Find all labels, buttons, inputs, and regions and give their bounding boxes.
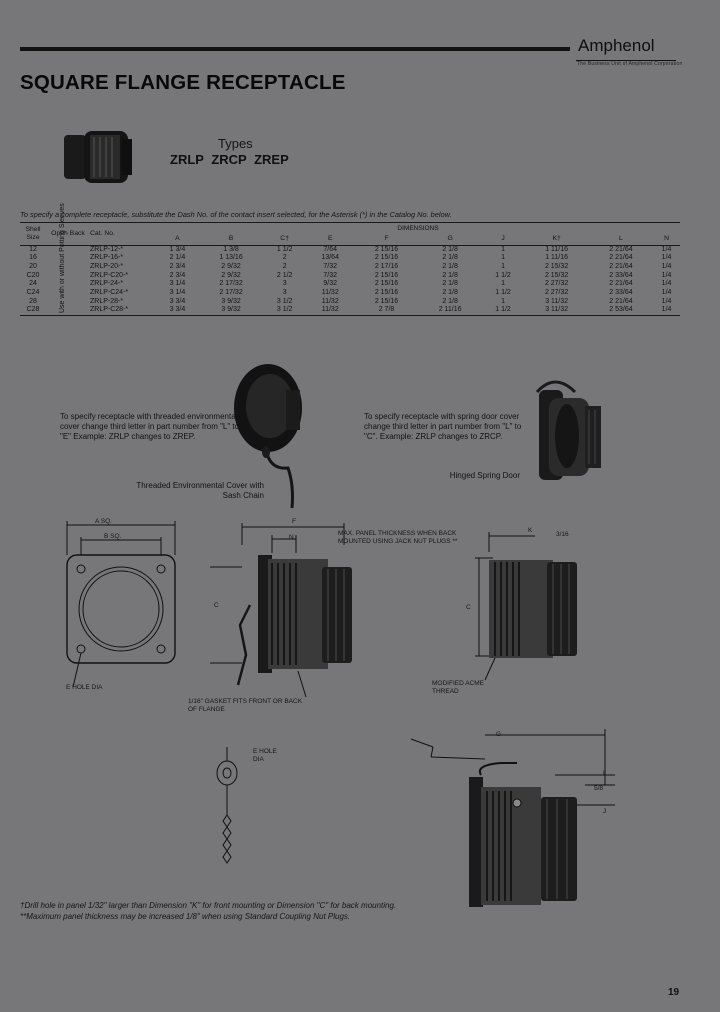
table-row <box>20 245 680 254</box>
shell-size-cell: 20 <box>29 262 37 270</box>
dim-value-cell: 1/4 <box>661 280 672 288</box>
dim-value-cell: 2 15/16 <box>374 280 399 288</box>
shell-size-cell: 24 <box>29 280 37 288</box>
dim-value-cell: 7/32 <box>323 271 338 279</box>
dim-col-header: E <box>327 235 333 243</box>
dim-value-cell: 3 <box>282 289 287 297</box>
chain-eyelet-drawing <box>205 745 255 875</box>
cat-no-cell: ZRLP-12-* <box>90 245 124 253</box>
dim-value-cell: 1 1/2 <box>276 245 293 253</box>
dim-value-cell: 1 11/16 <box>545 254 569 262</box>
footnote-2: **Maximum panel thickness may be increased 1/8" when using Standard Coupling Nut Plugs. <box>20 912 351 921</box>
col-back: Open Back <box>46 223 90 246</box>
header-rule <box>20 47 570 51</box>
dim-value-cell: 2 9/32 <box>221 262 241 270</box>
dim-value-cell: 2 21/64 <box>609 262 633 270</box>
dim-value-cell: 1 3/8 <box>223 245 239 253</box>
dim-value-cell: 2 9/32 <box>221 271 241 279</box>
dim-value-cell: 2 1/8 <box>442 297 458 305</box>
dim-value-cell: 3 1/4 <box>169 289 186 297</box>
table-row <box>20 280 680 289</box>
dim-value-cell: 2 3/4 <box>169 262 186 270</box>
label-3-16: 3/16 <box>556 531 569 538</box>
dim-value-cell: 2 21/64 <box>609 280 633 288</box>
dim-value-cell: 2 <box>282 262 287 270</box>
table-row <box>20 306 680 315</box>
dim-value-cell: 1/4 <box>661 271 672 279</box>
dim-value-cell: 2 1/8 <box>442 245 458 253</box>
dim-value-cell: 2 11/16 <box>438 306 462 314</box>
spring-caption: Hinged Spring Door <box>449 471 520 480</box>
dim-value-cell: 2 1/4 <box>169 254 186 262</box>
dim-value-cell: 2 15/16 <box>374 289 399 297</box>
brand-tagline: The Business Unit of Amphenol Corporation <box>577 61 683 67</box>
dim-col-header: B <box>228 235 234 243</box>
label-5-8: 5/8 <box>594 785 604 792</box>
label-a-sq: A SQ. <box>95 518 112 525</box>
label-j: J <box>603 808 607 815</box>
label-c: C <box>214 602 219 609</box>
dim-value-cell: 2 15/16 <box>374 271 399 279</box>
dim-value-cell: 2 15/16 <box>374 297 399 305</box>
label-c-rear: C <box>466 604 471 611</box>
dim-value-cell: 1 <box>501 254 505 262</box>
dim-value-cell: 2 1/8 <box>442 289 458 297</box>
dim-value-cell: 11/32 <box>321 297 339 305</box>
dim-value-cell: 11/32 <box>321 306 339 314</box>
dim-value-cell: 1 <box>501 245 505 253</box>
brand-logo: Amphenol <box>578 36 655 55</box>
dim-value-cell: 2 15/32 <box>544 262 569 270</box>
dim-value-cell: 2 27/32 <box>544 280 569 288</box>
spring-door-photo <box>525 372 615 500</box>
dim-col-header: K† <box>552 235 561 243</box>
page-title: SQUARE FLANGE RECEPTACLE <box>20 71 346 94</box>
dim-value-cell: 2 1/8 <box>442 254 458 262</box>
potting-sleeves-note: Use with or without Potting Sleeves <box>59 203 66 314</box>
cat-no-cell: ZRLP-28-* <box>90 297 124 305</box>
threaded-note: To specify receptacle with threaded environmental cover change third letter in part number from "L" to "E" Example: ZRLP changes to ZREP. <box>60 412 240 441</box>
label-n: N <box>289 534 294 541</box>
modified-thread-label: MODIFIED ACME THREAD <box>432 680 485 695</box>
dim-value-cell: 3 1/2 <box>276 306 293 314</box>
table-row <box>20 254 680 263</box>
types-codes: ZRLP ZRCP ZREP <box>170 152 289 167</box>
dim-value-cell: 3 <box>282 280 287 288</box>
cat-no-cell: ZRLP-C20-* <box>90 271 129 279</box>
dim-value-cell: 2 17/32 <box>219 280 243 288</box>
dim-value-cell: 2 1/8 <box>442 262 458 270</box>
dim-value-cell: 11/32 <box>321 289 339 297</box>
dim-value-cell: 1 3/4 <box>169 245 186 253</box>
dim-value-cell: 2 53/64 <box>609 306 633 314</box>
dim-value-cell: 2 1/8 <box>442 280 458 288</box>
receptacle-photo <box>60 125 140 187</box>
dim-value-cell: 1/4 <box>661 262 672 270</box>
col-cat: Cat. No. <box>90 223 156 246</box>
cat-no-cell: ZRLP-24-* <box>90 280 124 288</box>
dim-value-cell: 2 1/8 <box>442 271 458 279</box>
dim-value-cell: 1 11/16 <box>545 245 569 253</box>
dim-col-header: F <box>384 235 389 243</box>
dim-value-cell: 2 15/16 <box>374 254 399 262</box>
dim-col-header: C† <box>280 235 289 243</box>
dim-value-cell: 2 1/2 <box>276 271 293 279</box>
dim-value-cell: 3 3/4 <box>169 306 186 314</box>
cat-no-cell: ZRLP-16-* <box>90 254 124 262</box>
page-number: 19 <box>668 987 680 998</box>
dim-value-cell: 3 9/32 <box>221 306 241 314</box>
cat-no-cell: ZRLP-20-* <box>90 262 124 270</box>
label-e-hole-dia: E HOLE DIA <box>253 748 277 763</box>
dim-value-cell: 3 3/4 <box>169 297 186 305</box>
dim-value-cell: 1 1/2 <box>495 271 511 279</box>
dim-value-cell: 2 33/64 <box>609 289 633 297</box>
dim-value-cell: 1 <box>501 262 505 270</box>
dim-col-header: G <box>447 235 453 243</box>
dim-value-cell: 2 21/64 <box>609 245 633 253</box>
dim-value-cell: 1/4 <box>661 245 672 253</box>
dim-value-cell: 7/64 <box>323 245 338 253</box>
shell-size-cell: 28 <box>29 297 37 305</box>
dim-value-cell: 1/4 <box>661 297 672 305</box>
dim-value-cell: 1 <box>501 297 505 305</box>
types-label: Types <box>218 136 253 151</box>
dim-value-cell: 2 17/16 <box>374 262 399 270</box>
shell-size-cell: C20 <box>26 271 40 279</box>
shell-size-cell: 16 <box>29 254 37 262</box>
dim-col-header: A <box>175 235 180 243</box>
col-shell: Shell Size <box>20 223 46 246</box>
dim-value-cell: 2 7/8 <box>378 306 395 314</box>
dim-value-cell: 13/64 <box>321 254 339 262</box>
cat-no-cell: ZRLP-C24-* <box>90 289 129 297</box>
dim-value-cell: 1 13/16 <box>219 254 243 262</box>
dim-value-cell: 1/4 <box>661 254 672 262</box>
shell-size-cell: C24 <box>26 289 40 297</box>
label-b-sq: B SQ. <box>104 533 122 540</box>
dim-value-cell: 7/32 <box>323 262 338 270</box>
label-k: K <box>528 527 533 534</box>
dim-value-cell: 3 11/32 <box>545 306 569 314</box>
dimensions-label: DIMENSIONS <box>156 223 680 234</box>
label-l: L <box>603 770 607 777</box>
cat-no-cell: ZRLP-C28-* <box>90 306 129 314</box>
front-view-drawing <box>55 515 190 700</box>
dim-value-cell: 2 15/16 <box>374 245 399 253</box>
dim-value-cell: 9/32 <box>323 280 338 288</box>
dim-value-cell: 3 1/2 <box>276 297 293 305</box>
dim-col-header: L <box>619 235 623 243</box>
footnote-1: †Drill hole in panel 1/32" larger than Dimension "K" for front mounting or Dimension "C" for back mounting. <box>20 901 397 910</box>
dim-value-cell: 3 9/32 <box>221 297 241 305</box>
gasket-label: 1/16" GASKET FITS FRONT OR BACK OF FLANGE <box>188 698 303 713</box>
dim-value-cell: 2 17/32 <box>219 289 243 297</box>
dim-value-cell: 1 1/2 <box>495 306 511 314</box>
dim-value-cell: 1 1/2 <box>495 289 511 297</box>
spring-door-mount-drawing <box>405 725 625 915</box>
dim-value-cell: 2 15/32 <box>544 271 569 279</box>
dim-value-cell: 2 <box>282 254 287 262</box>
label-e-hole: E HOLE DIA <box>66 684 103 691</box>
dim-value-cell: 3 11/32 <box>545 297 569 305</box>
dim-col-header: N <box>664 235 669 243</box>
table-row <box>20 298 680 307</box>
spring-note: To specify receptacle with spring door cover change third letter in part number from "L" to "C". Example: ZRLP changes to ZRCP. <box>364 412 522 441</box>
threaded-caption: Threaded Environmental Cover with Sash Chain <box>136 481 264 500</box>
shell-size-cell: C28 <box>26 306 40 314</box>
max-panel-label: MAX. PANEL THICKNESS WHEN BACK MOUNTED USING JACK NUT PLUGS ** <box>338 530 458 545</box>
table-row <box>20 272 680 281</box>
dim-value-cell: 2 33/64 <box>609 271 633 279</box>
dim-col-header: J <box>501 235 505 243</box>
dim-value-cell: 1 <box>501 280 505 288</box>
shell-size-cell: 12 <box>29 245 37 253</box>
dim-value-cell: 1/4 <box>661 306 672 314</box>
dim-value-cell: 2 27/32 <box>544 289 569 297</box>
table-row <box>20 263 680 272</box>
dim-value-cell: 2 3/4 <box>169 271 186 279</box>
intro-text: To specify a complete receptacle, substitute the Dash No. of the contact insert selected, for the Asterisk (*) in the Catalog No. below. <box>20 210 452 219</box>
dim-value-cell: 3 1/4 <box>169 280 186 288</box>
table-row <box>20 289 680 298</box>
dim-value-cell: 2 21/64 <box>609 254 633 262</box>
label-f: F <box>292 518 296 525</box>
rear-view-drawing <box>455 522 615 682</box>
dim-value-cell: 2 21/64 <box>609 297 633 305</box>
label-g: G <box>496 731 502 738</box>
dim-value-cell: 1/4 <box>661 289 672 297</box>
